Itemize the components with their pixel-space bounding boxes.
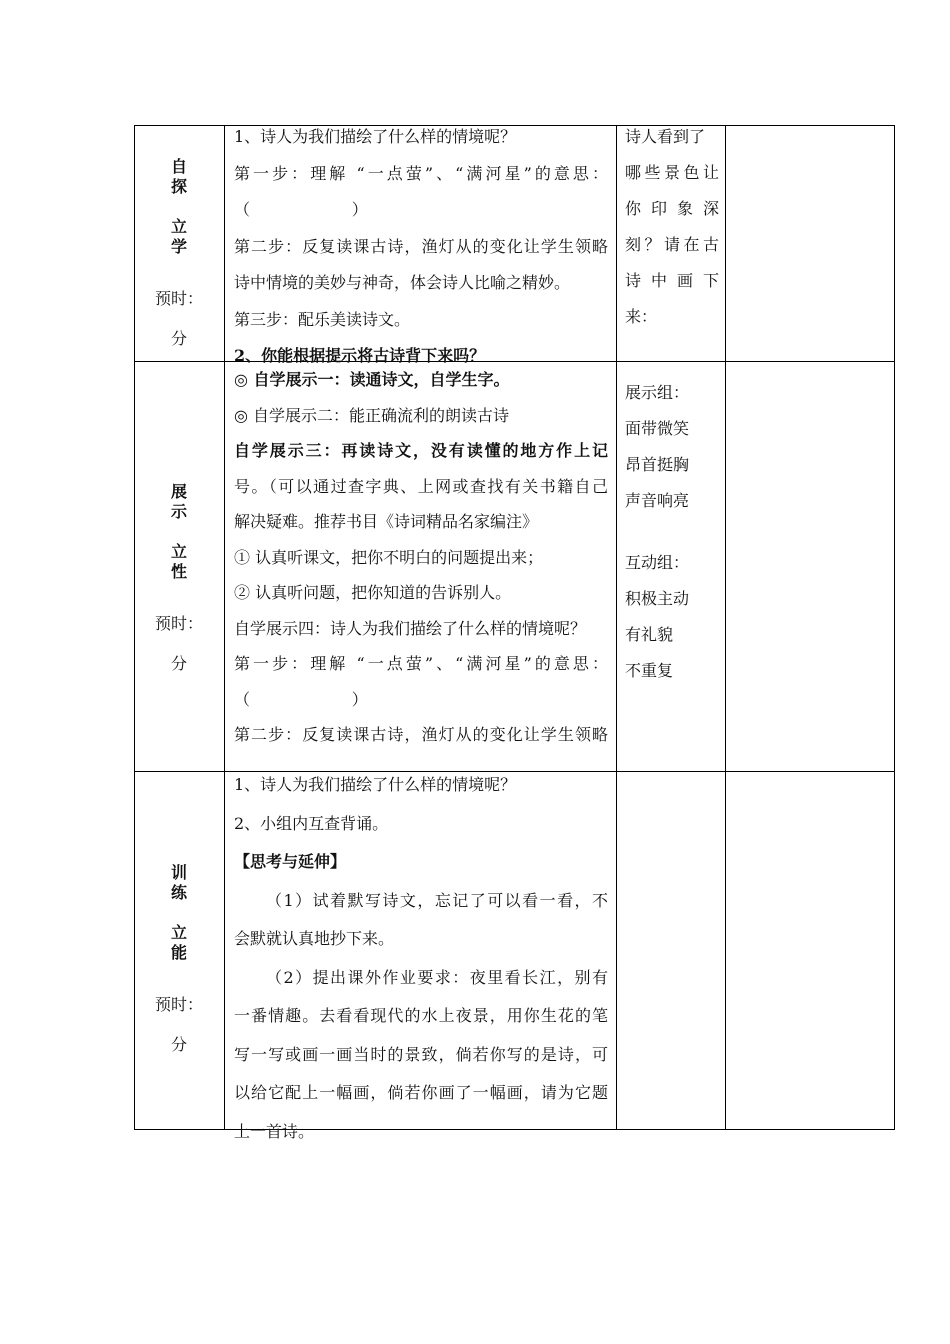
content-line: ◎ 自学展示二：能正确流利的朗读古诗 bbox=[234, 405, 510, 425]
section-heading: 【思考与延伸】 bbox=[234, 852, 347, 871]
note-line: 展示组： bbox=[625, 383, 690, 402]
row-note bbox=[617, 375, 731, 765]
label-line1: 自探 bbox=[170, 157, 209, 196]
label-unit: 分 bbox=[170, 654, 187, 673]
label-line2: 立能 bbox=[170, 923, 209, 962]
note-line: 诗中画下 bbox=[625, 271, 719, 290]
content-line: ① 认真听课文，把你不明白的问题提出来； bbox=[234, 547, 544, 567]
row-label-training bbox=[134, 863, 224, 1055]
label-unit: 分 bbox=[170, 329, 187, 348]
content-line: 第二步：反复读课古诗，渔灯从的变化让学生领略 bbox=[234, 236, 608, 256]
note-spacer bbox=[625, 519, 725, 545]
content-line: 第一步：理解 “一点萤”、“满河星”的意思： bbox=[234, 654, 608, 673]
note-line: 互动组： bbox=[625, 553, 690, 572]
content-line: 第三步：配乐美读诗文。 bbox=[234, 309, 411, 329]
row-label-self-explore bbox=[134, 157, 224, 349]
row-content bbox=[225, 119, 616, 365]
row-content bbox=[225, 766, 616, 1141]
content-line: 上一首诗。 bbox=[234, 1121, 315, 1141]
content-line: ② 认真听问题，把你知道的告诉别人。 bbox=[234, 583, 512, 602]
content-line: 一番情趣。去看看现代的水上夜景，用你生花的笔 bbox=[234, 1006, 608, 1025]
content-line: 2、小组内互查背诵。 bbox=[234, 813, 389, 833]
label-line2: 立性 bbox=[170, 542, 209, 581]
note-line: 积极主动 bbox=[625, 589, 690, 608]
row-note bbox=[617, 119, 725, 359]
content-line: 1、诗人为我们描绘了什么样的情境呢？ bbox=[234, 127, 517, 146]
note-line: 有礼貌 bbox=[625, 625, 674, 644]
note-line: 面带微笑 bbox=[625, 419, 690, 438]
lesson-plan-table bbox=[134, 125, 895, 1141]
label-time: 预时： bbox=[154, 289, 203, 308]
content-line: （ ） bbox=[234, 689, 368, 709]
content-line: 号。（可以通过查字典、上网或查找有关书籍自己 bbox=[234, 476, 608, 496]
note-line: 诗人看到了 bbox=[625, 127, 706, 146]
content-line: ◎ 自学展示一：读通诗文，自学生字。 bbox=[234, 370, 510, 389]
row-label-display bbox=[134, 482, 224, 674]
content-line: 诗中情境的美妙与神奇，体会诗人比喻之精妙。 bbox=[234, 273, 571, 292]
note-line: 不重复 bbox=[625, 661, 674, 680]
table-border-right bbox=[894, 125, 895, 1130]
content-line: 自学展示四：诗人为我们描绘了什么样的情境呢？ bbox=[234, 618, 587, 638]
content-line: 自学展示三：再读诗文，没有读懂的地方作上记 bbox=[234, 441, 608, 460]
note-line: 昂首挺胸 bbox=[625, 455, 690, 474]
label-line1: 训练 bbox=[170, 863, 209, 902]
label-line2: 立学 bbox=[170, 217, 209, 256]
note-line: 声音响亮 bbox=[625, 491, 690, 510]
content-line: 以给它配上一幅画，倘若你画了一幅画，请为它题 bbox=[234, 1083, 608, 1102]
content-line: 第一步：理解 “一点萤”、“满河星”的意思： bbox=[234, 163, 608, 183]
label-line1: 展示 bbox=[170, 482, 209, 521]
content-line: 写一写或画一画当时的景致，倘若你写的是诗，可 bbox=[234, 1044, 608, 1064]
content-line: 会默就认真地抄下来。 bbox=[234, 929, 395, 948]
label-time: 预时： bbox=[154, 614, 203, 633]
content-line: 解决疑难。推荐书目《诗词精品名家编注》 bbox=[234, 512, 539, 531]
content-line: （2）提出课外作业要求：夜里看长江，别有 bbox=[266, 967, 608, 987]
content-line: 2、你能根据提示将古诗背下来吗？ bbox=[234, 346, 486, 365]
label-time: 预时： bbox=[154, 995, 203, 1014]
content-line: （ ） bbox=[234, 200, 368, 219]
label-unit: 分 bbox=[170, 1035, 187, 1054]
note-line: 来： bbox=[625, 307, 658, 326]
note-line: 你印象深 bbox=[625, 199, 719, 218]
content-line: 第二步：反复读课古诗，渔灯从的变化让学生领略 bbox=[234, 725, 608, 744]
row-content bbox=[225, 362, 616, 770]
content-line: 1、诗人为我们描绘了什么样的情境呢？ bbox=[234, 775, 517, 794]
note-line: 哪些景色让 bbox=[625, 163, 719, 182]
note-line: 刻？请在古 bbox=[625, 235, 719, 254]
content-line: （1）试着默写诗文，忘记了可以看一看，不 bbox=[266, 890, 608, 910]
